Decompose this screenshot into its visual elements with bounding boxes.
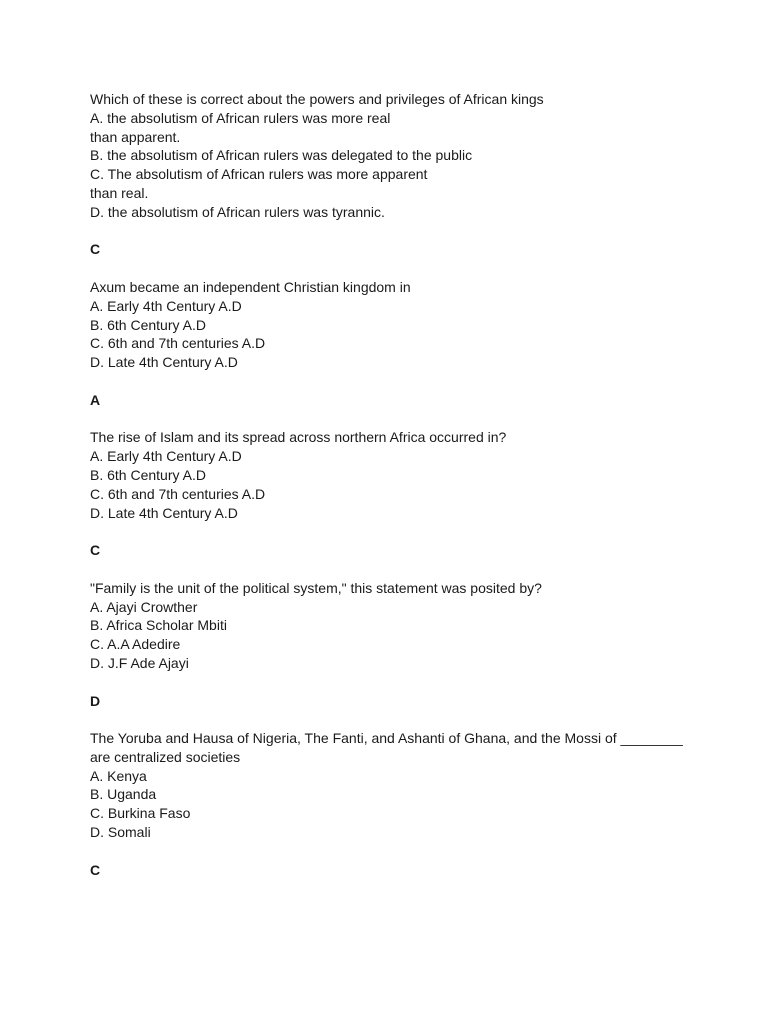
question-block-2 xyxy=(90,278,690,410)
option-c: C. The absolutism of African rulers was more apparent xyxy=(90,166,428,183)
question-text: Axum became an independent Christian kingdom in xyxy=(90,278,411,295)
option-b: B. 6th Century A.D xyxy=(90,316,206,333)
question-text: The Yoruba and Hausa of Nigeria, The Fanti, and Ashanti of Ghana, and the Mossi of ________ xyxy=(90,730,683,747)
answer-label: C xyxy=(90,241,101,258)
option-b: B. Africa Scholar Mbiti xyxy=(90,617,227,634)
question-text: "Family is the unit of the political system," this statement was posited by? xyxy=(90,579,542,596)
option-b: B. 6th Century A.D xyxy=(90,466,206,483)
option-d: D. Late 4th Century A.D xyxy=(90,504,238,521)
option-d: D. Somali xyxy=(90,824,151,841)
option-a-continued: than apparent. xyxy=(90,128,181,145)
answer-label: A xyxy=(90,391,101,408)
option-b: B. Uganda xyxy=(90,786,157,803)
document-page xyxy=(90,90,690,898)
option-d: D. J.F Ade Ajayi xyxy=(90,654,189,671)
question-text: Which of these is correct about the powers and privileges of African kings xyxy=(90,91,544,107)
option-a: A. Early 4th Century A.D xyxy=(90,297,242,314)
option-c-continued: than real. xyxy=(90,184,149,201)
question-text: The rise of Islam and its spread across northern Africa occurred in? xyxy=(90,429,507,446)
question-block-5 xyxy=(90,729,690,879)
question-block-1 xyxy=(90,90,690,259)
question-block-3 xyxy=(90,428,690,560)
question-text-continued: are centralized societies xyxy=(90,748,241,765)
option-d: D. Late 4th Century A.D xyxy=(90,354,238,371)
option-c: C. 6th and 7th centuries A.D xyxy=(90,485,266,502)
option-c: C. 6th and 7th centuries A.D xyxy=(90,335,266,352)
option-c: C. A.A Adedire xyxy=(90,636,181,653)
option-d: D. the absolutism of African rulers was tyrannic. xyxy=(90,203,385,220)
question-block-4 xyxy=(90,579,690,711)
answer-label: D xyxy=(90,692,101,709)
option-b: B. the absolutism of African rulers was delegated to the public xyxy=(90,147,473,164)
option-c: C. Burkina Faso xyxy=(90,805,191,822)
option-a: A. Early 4th Century A.D xyxy=(90,448,242,465)
answer-label: C xyxy=(90,861,101,878)
option-a: A. Ajayi Crowther xyxy=(90,598,198,615)
answer-label: C xyxy=(90,542,101,559)
option-a: A. Kenya xyxy=(90,767,147,784)
option-a: A. the absolutism of African rulers was more real xyxy=(90,109,391,126)
